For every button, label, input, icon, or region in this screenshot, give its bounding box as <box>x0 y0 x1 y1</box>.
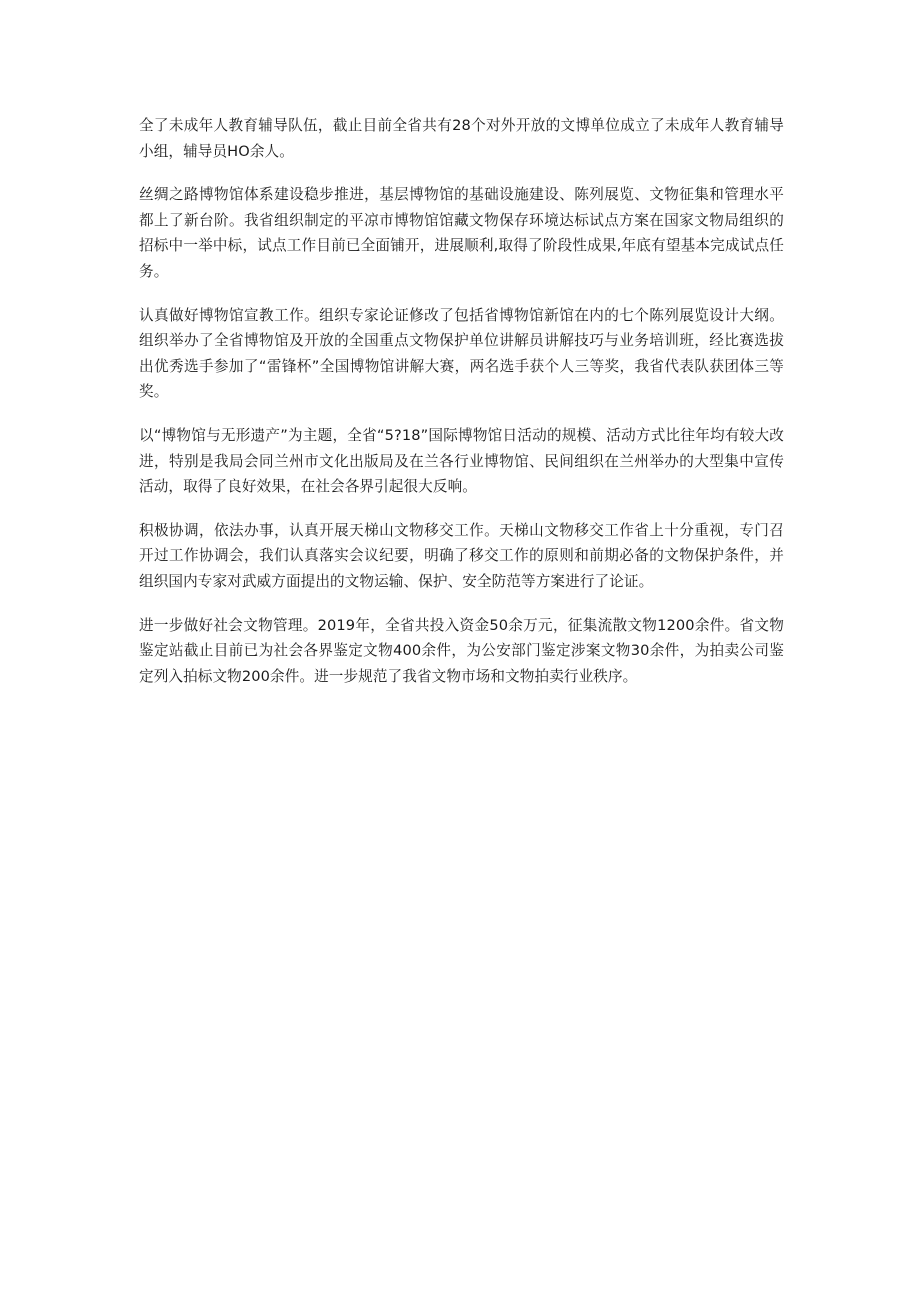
paragraph-2: 丝绸之路博物馆体系建设稳步推进，基层博物馆的基础设施建设、陈列展览、文物征集和管理水平都上了新台阶。我省组织制定的平凉市博物馆馆藏文物保存环境达标试点方案在国家文物局组织的招标中一举中标，试点工作目前已全面铺开，进展顺利,取得了阶段性成果,年底有望基本完成试点任务。 <box>139 186 784 280</box>
paragraph-3: 认真做好博物馆宣教工作。组织专家论证修改了包括省博物馆新馆在内的七个陈列展览设计大纲。组织举办了全省博物馆及开放的全国重点文物保护单位讲解员讲解技巧与业务培训班，经比赛选拔出优秀选手参加了“雷锋杯”全国博物馆讲解大赛，两名选手获个人三等奖，我省代表队获团体三等奖。 <box>139 306 784 401</box>
paragraph-6: 进一步做好社会文物管理。2019年，全省共投入资金50余万元，征集流散文物1200余件。省文物鉴定站截止目前已为社会各界鉴定文物400余件，为公安部门鉴定涉案文物30余件，为拍卖公司鉴定列入拍标文物200余件。进一步规范了我省文物市场和文物拍卖行业秩序。 <box>139 616 784 685</box>
paragraph-4: 以“博物馆与无形遗产”为主题，全省“5?18”国际博物馆日活动的规模、活动方式比往年均有较大改进，特别是我局会同兰州市文化出版局及在兰各行业博物馆、民间组织在兰州举办的大型集中宣传活动，取得了良好效果，在社会各界引起很大反响。 <box>139 426 784 496</box>
paragraph-1: 全了未成年人教育辅导队伍，截止目前全省共有28个对外开放的文博单位成立了未成年人教育辅导小组，辅导员HO余人。 <box>139 117 784 160</box>
document-body <box>139 113 784 707</box>
paragraph-5: 积极协调，依法办事，认真开展天梯山文物移交工作。天梯山文物移交工作省上十分重视，专门召开过工作协调会，我们认真落实会议纪要，明确了移交工作的原则和前期必备的文物保护条件，并组织国内专家对武威方面提出的文物运输、保护、安全防范等方案进行了论证。 <box>139 521 784 590</box>
